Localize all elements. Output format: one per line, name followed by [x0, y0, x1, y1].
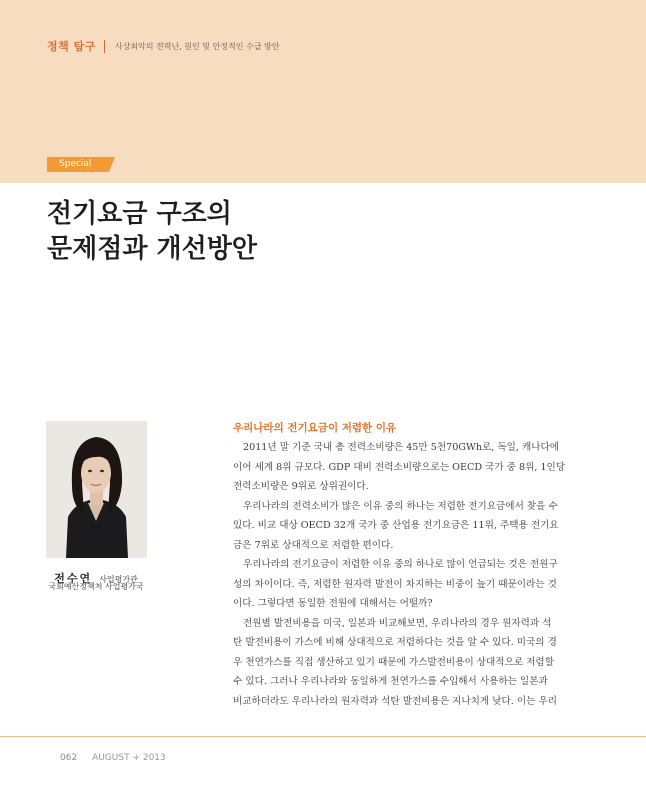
- running-header: [47, 38, 279, 54]
- author-position: 사업평가관: [99, 575, 138, 584]
- article-title: [47, 197, 257, 267]
- page-number: 062: [60, 753, 78, 763]
- text-line: 있다. 비교 대상 OECD 32개 국가 중 산업용 전기요금은 11위, 주택용 전기요: [233, 520, 559, 531]
- text-line: 우리나라의 전력소비가 많은 이유 중의 하나는 저렴한 전기요금에서 찾을 수: [243, 500, 558, 512]
- page-footer: [60, 753, 166, 763]
- section-heading: 우리나라의 전기요금이 저렴한 이유: [233, 422, 397, 434]
- text-line: 수 있다. 그러나 우리나라와 동일하게 천연가스를 수입해서 사용하는 일본과: [233, 676, 548, 687]
- title-line-2: 문제점과 개선방안: [47, 234, 257, 264]
- footer-rule: [0, 736, 646, 737]
- header-subtitle: 사상최악의 전력난, 원인 및 안정적인 수급 방안: [114, 41, 280, 51]
- text-line: 우리나라의 전기요금이 저렴한 이유 중의 하나로 많이 언급되는 것은 전원구: [243, 559, 558, 570]
- paragraph: [233, 497, 586, 556]
- text-line: 성의 차이이다. 즉, 저렴한 원자력 발전이 차지하는 비중이 높기 때문이라는 것: [233, 578, 557, 590]
- paragraph: [233, 555, 586, 614]
- special-badge: Special: [47, 157, 109, 172]
- text-line: 이다. 그렇다면 동일한 전원에 대해서는 어떨까?: [233, 598, 433, 609]
- paragraph: [233, 614, 586, 712]
- article-body: [233, 421, 586, 711]
- section-tag: 정책 탐구: [47, 40, 96, 53]
- text-line: 우 천연가스를 직접 생산하고 있기 때문에 가스발전비용이 상대적으로 저렴할: [233, 656, 554, 668]
- text-line: 전력소비량은 9위로 상위권이다.: [233, 481, 369, 492]
- header-divider: [104, 40, 105, 53]
- issue-date: AUGUST + 2013: [92, 753, 166, 763]
- text-line: 비교하더라도 우리나라의 원자력과 석탄 발전비용은 지나치게 낮다. 이는 우리: [233, 695, 558, 707]
- author-portrait-image: [46, 421, 147, 558]
- title-line-1: 전기요금 구조의: [47, 199, 232, 229]
- header-band: [0, 0, 646, 183]
- text-line: 2011년 말 기준 국내 총 전력소비량은 45만 5천70GWh로, 독일, 캐나다에: [243, 442, 560, 453]
- text-line: 금은 7위로 상대적으로 저렴한 편이다.: [233, 539, 394, 551]
- author-photo: [46, 421, 147, 558]
- author-name: 전수연: [54, 572, 93, 585]
- text-line: 탄 발전비용이 가스에 비해 상대적으로 저렴하다는 것을 알 수 있다. 미국의 경: [233, 637, 557, 648]
- author-affiliation: 국회예산정책처 사업평가국: [48, 582, 144, 591]
- text-line: 이어 세계 8위 규모다. GDP 대비 전력소비량으로는 OECD 국가 중 8위, 1인당: [233, 461, 566, 473]
- text-line: 전원별 발전비용을 미국, 일본과 비교해보면, 우리나라의 경우 원자력과 석: [243, 617, 552, 629]
- paragraph: [233, 438, 586, 497]
